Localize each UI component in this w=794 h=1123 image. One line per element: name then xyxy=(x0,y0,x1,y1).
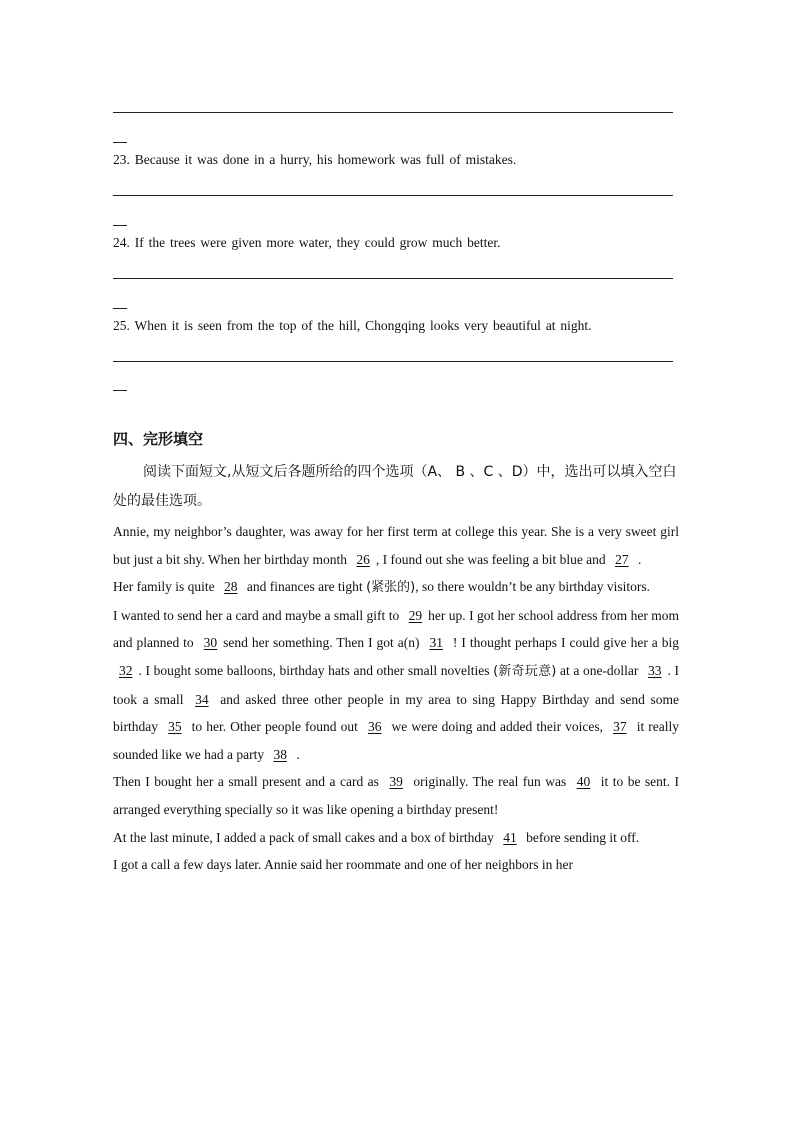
blank-30[interactable]: 30 xyxy=(203,635,218,651)
answer-line[interactable] xyxy=(113,278,673,279)
blank-39[interactable]: 39 xyxy=(389,774,403,790)
chinese-gloss: (新奇玩意) xyxy=(493,663,557,679)
paragraph-2: Her family is quite 28 and finances are tight (紧张的), so there wouldn’t be any birthday visitors. xyxy=(113,573,679,602)
section-instruction: 阅读下面短文,从短文后各题所给的四个选项（A、 B 、C 、D）中，选出可以填入空白处的最佳选项。 xyxy=(113,464,677,509)
blank-27[interactable]: 27 xyxy=(615,551,629,567)
blank-33[interactable]: 33 xyxy=(648,662,662,678)
blank-28[interactable]: 28 xyxy=(223,579,238,595)
question-24: 24. If the trees were given more water, they could grow much better. xyxy=(113,235,501,250)
blank-32[interactable]: 32 xyxy=(119,662,133,678)
blank-26[interactable]: 26 xyxy=(356,551,370,567)
blank-35[interactable]: 35 xyxy=(168,719,182,735)
blank-37[interactable]: 37 xyxy=(613,719,627,735)
paragraph-1: Annie, my neighbor’s daughter, was away for her first term at college this year. She is a very sweet girl but just a bit shy. When her birthday month 26 , I found out she was feeling a bit blue and 27 . xyxy=(113,518,679,573)
answer-line-end xyxy=(113,142,127,143)
paragraph-3: I wanted to send her a card and maybe a small gift to 29 her up. I got her school address from her mom and planned to 30 send her something. Then I got a(n) 31 ! I thought perhaps I could give her a big 32 . I bought some balloons, birthday hats and other small novelties (新奇玩意) at a one-dollar 33 . I took a small 34 and asked three other people in my area to sing Happy Birthday and send some birthday 35 to her. Other people found out 36 we were doing and added their voices, 37 it really sounded like we had a party 38 . xyxy=(113,602,679,769)
blank-31[interactable]: 31 xyxy=(429,635,443,651)
blank-36[interactable]: 36 xyxy=(367,719,382,735)
paragraph-5: At the last minute, I added a pack of small cakes and a box of birthday 41 before sending it off. xyxy=(113,824,679,852)
paragraph-4: Then I bought her a small present and a card as 39 originally. The real fun was 40 it to be sent. I arranged everything specially so it was like opening a birthday present! xyxy=(113,768,679,823)
blank-40[interactable]: 40 xyxy=(576,774,591,790)
answer-line[interactable] xyxy=(113,112,673,113)
question-23: 23. Because it was done in a hurry, his homework was full of mistakes. xyxy=(113,152,517,167)
answer-line[interactable] xyxy=(113,195,673,196)
answer-line[interactable] xyxy=(113,361,673,362)
section-heading: 四、完形填空 xyxy=(113,430,204,448)
answer-line-end xyxy=(113,390,127,391)
answer-line-end xyxy=(113,308,127,309)
blank-41[interactable]: 41 xyxy=(503,829,517,845)
blank-38[interactable]: 38 xyxy=(273,746,287,762)
answer-line-end xyxy=(113,225,127,226)
chinese-gloss: (紧张的) xyxy=(366,580,416,596)
blank-34[interactable]: 34 xyxy=(195,691,209,707)
question-25: 25. When it is seen from the top of the hill, Chongqing looks very beautiful at night. xyxy=(113,318,592,333)
blank-29[interactable]: 29 xyxy=(408,607,423,623)
cloze-passage xyxy=(113,518,679,879)
paragraph-6: I got a call a few days later. Annie said her roommate and one of her neighbors in her xyxy=(113,857,573,873)
